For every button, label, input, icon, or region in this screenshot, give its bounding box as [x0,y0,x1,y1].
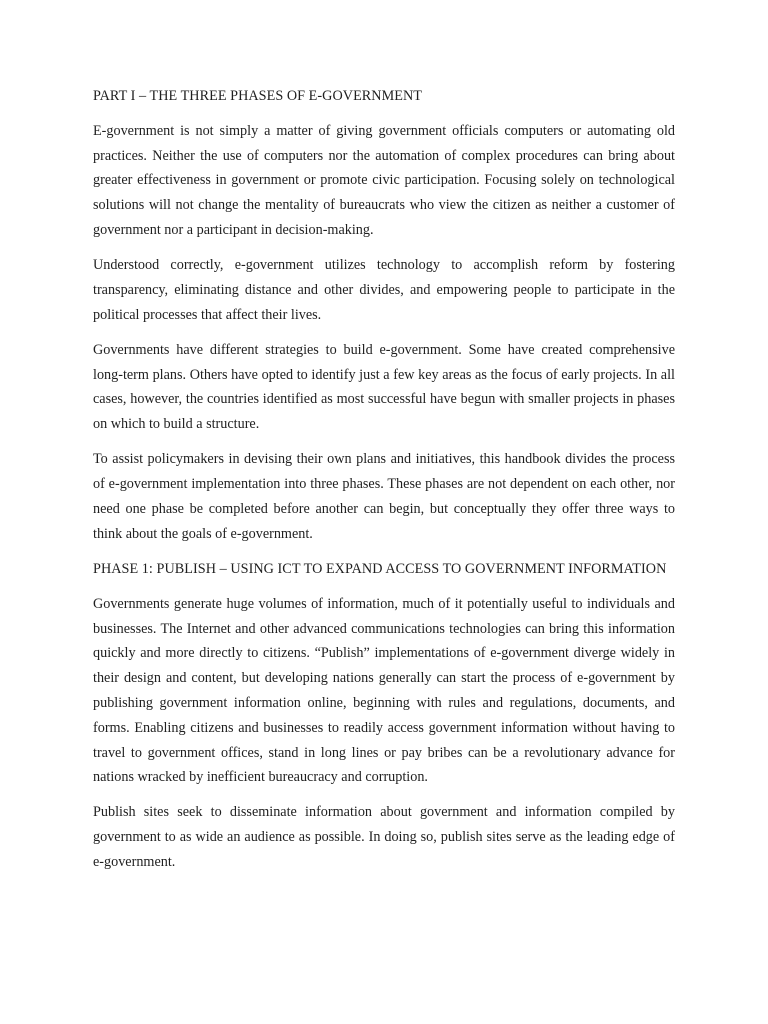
paragraph-2: Understood correctly, e-government utilizes technology to accomplish reform by fostering transparency, eliminating distance and other divides, and empowering people to participate in the political processes that affect their lives. [93,257,675,323]
document-page [93,84,675,885]
paragraph-3: Governments have different strategies to build e-government. Some have created comprehensive long-term plans. Others have opted to identify just a few key areas as the focus of early projects. In all cases, however, the countries identified as most successful have begun with smaller projects in phases on which to build a structure. [93,341,675,433]
section-heading-part-1: PART I – THE THREE PHASES OF E-GOVERNMENT [93,88,422,104]
paragraph-6: Publish sites seek to disseminate information about government and information compiled by government to as wide an audience as possible. In doing so, publish sites serve as the leading edge of e-government. [93,804,675,871]
paragraph-5: Governments generate huge volumes of information, much of it potentially useful to individuals and businesses. The Internet and other advanced communications technologies can bring this information quickly and more directly to citizens. “Publish” implementations of e-government diverge widely in their design and content, but developing nations generally can start the process of e-government by publishing government information online, beginning with rules and regulations, documents, and forms. Enabling citizens and businesses to readily access government information without having to travel to government offices, stand in long lines or pay bribes can be a revolutionary advance for nations wracked by inefficient bureaucracy and corruption. [93,595,675,786]
section-heading-phase-1: PHASE 1: PUBLISH – USING ICT TO EXPAND ACCESS TO GOVERNMENT INFORMATION [93,561,667,578]
paragraph-1: E-government is not simply a matter of giving government officials computers or automating old practices. Neither the use of computers nor the automation of complex procedures can bring about greater effectiveness in government or promote civic participation. Focusing solely on technological solutions will not change the mentality of bureaucrats who view the citizen as neither a customer of government nor a participant in decision-making. [93,122,675,238]
paragraph-4: To assist policymakers in devising their own plans and initiatives, this handbook divides the process of e-government implementation into three phases. These phases are not dependent on each other, nor need one phase be completed before another can begin, but conceptually they offer three ways to think about the goals of e-government. [93,451,675,542]
